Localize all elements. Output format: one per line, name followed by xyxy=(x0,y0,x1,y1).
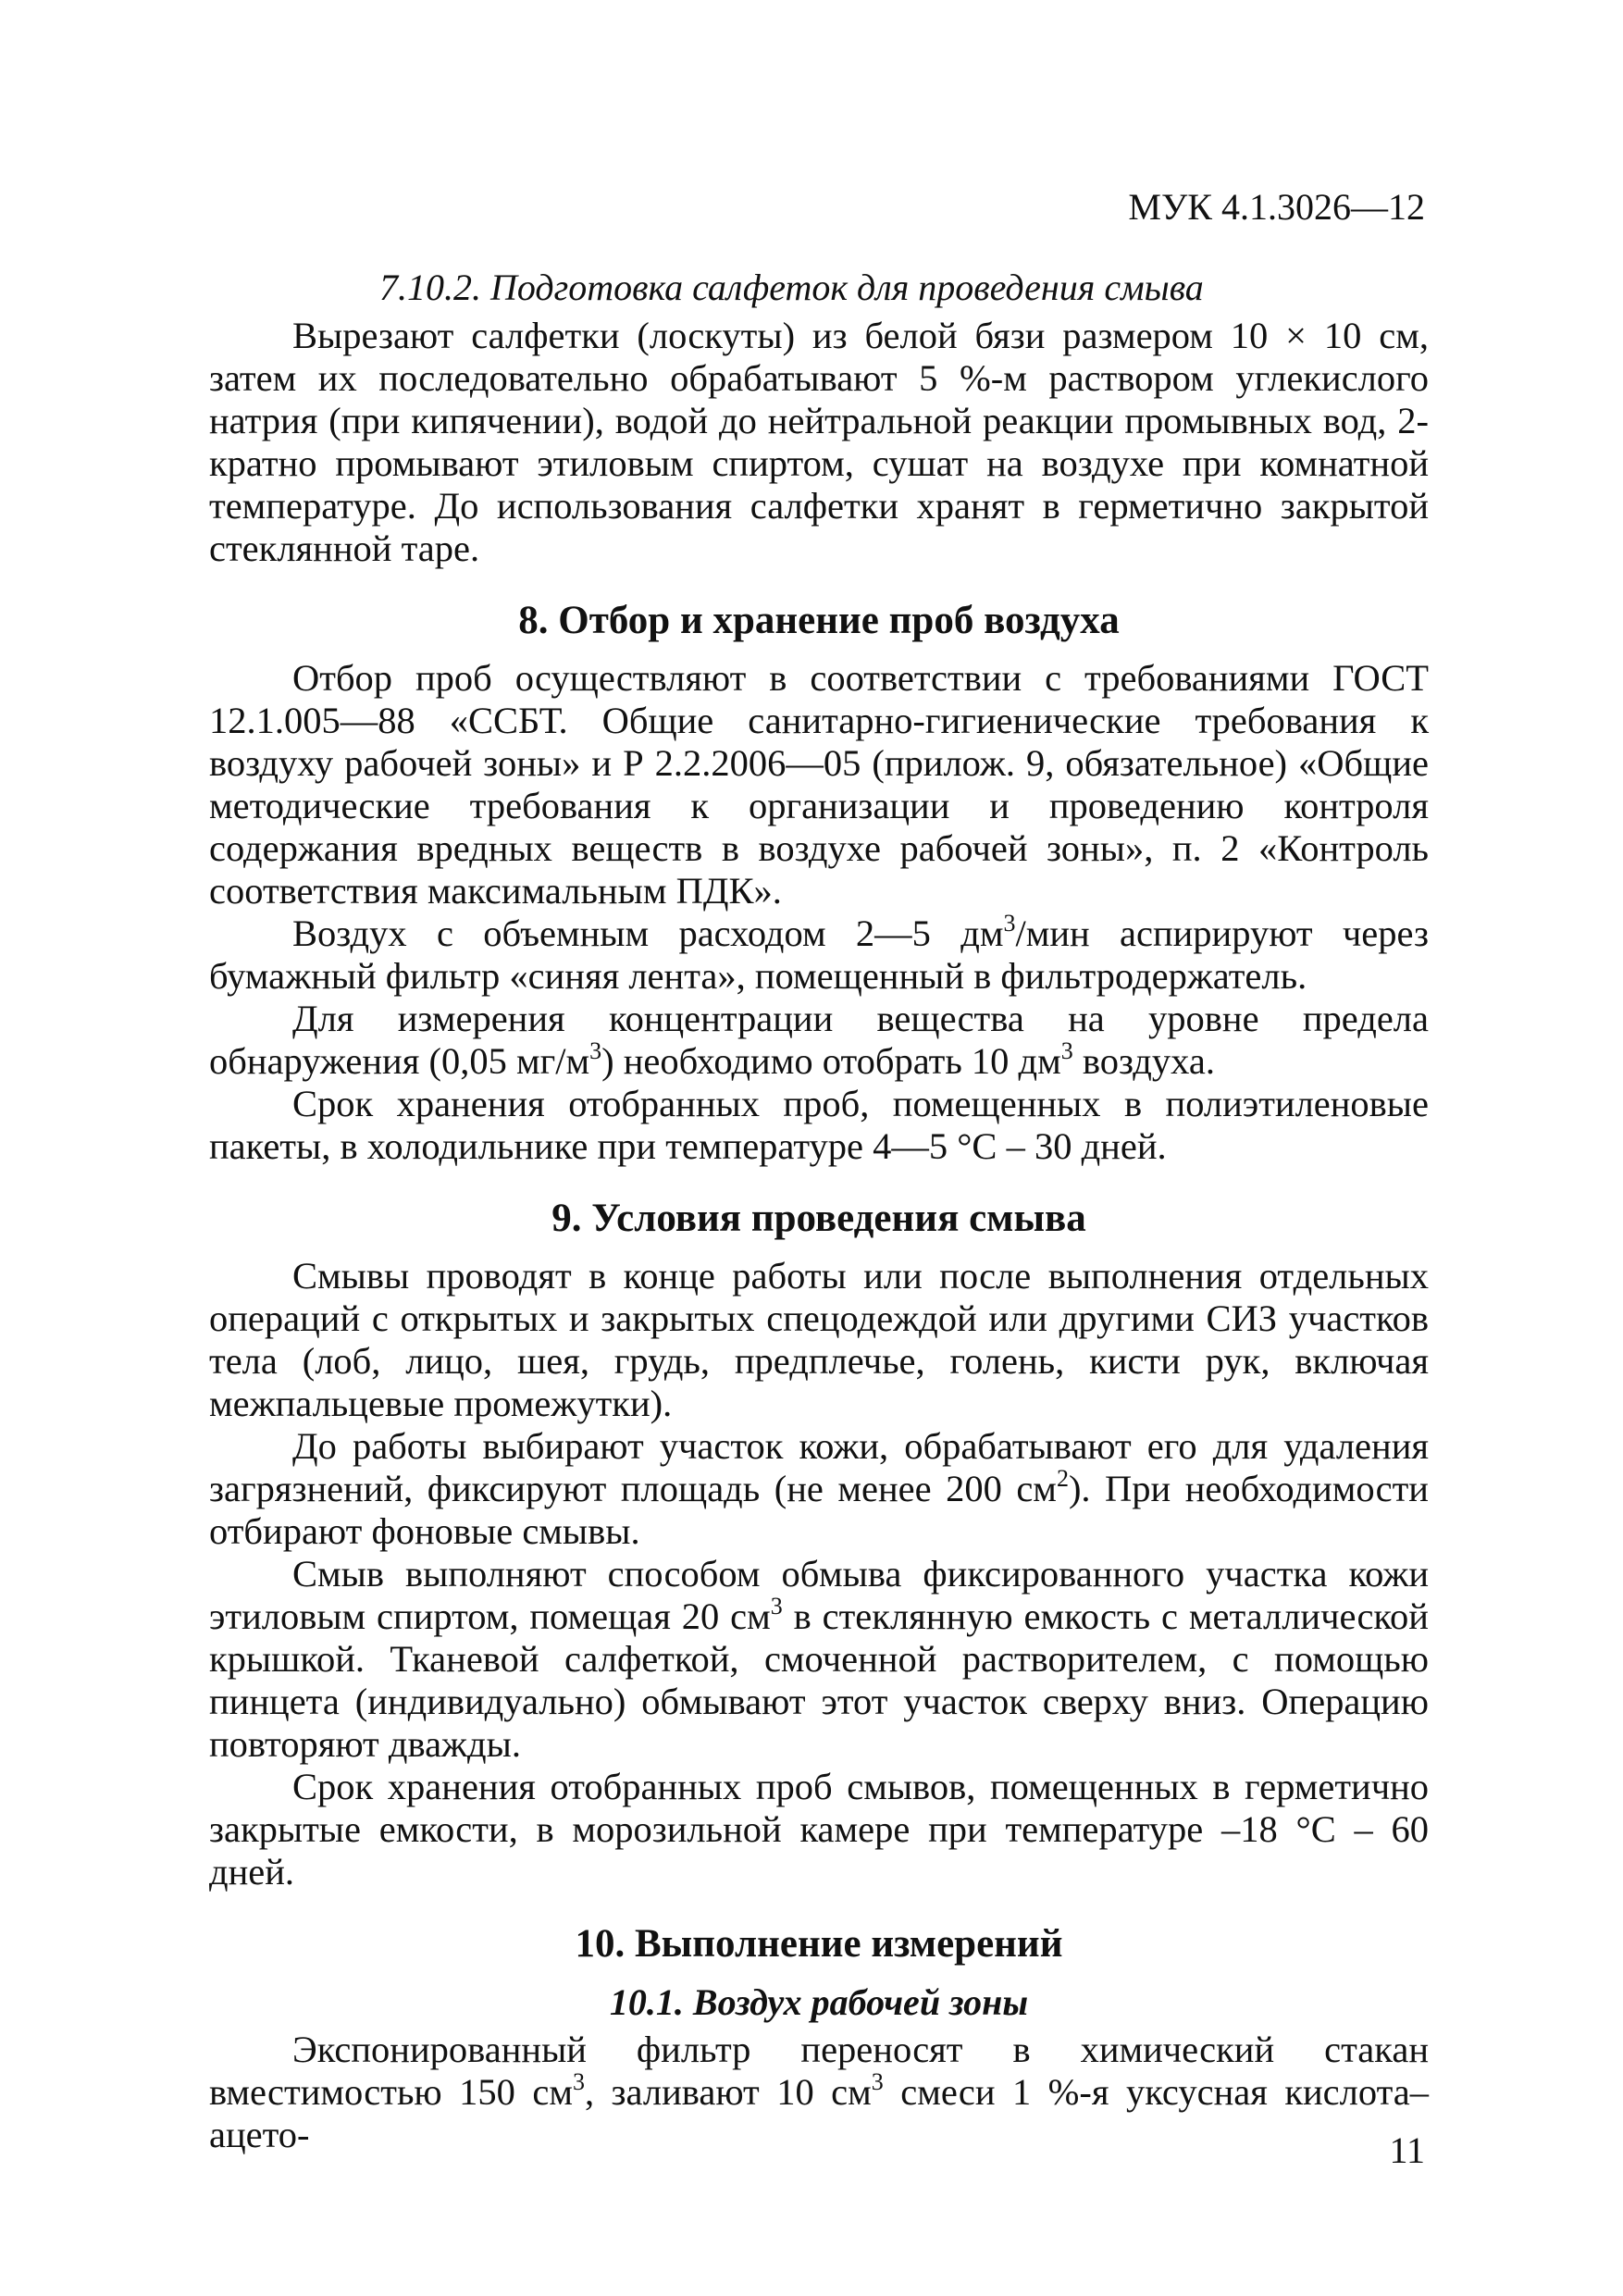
paragraph: Воздух с объемным расходом 2—5 $дм^3$/мин аспирируют через бумажный фильтр «синяя лента», помещенный в фильтродержатель. xyxy=(209,909,1429,997)
paragraph: Экспонированный фильтр переносят в химический стакан вместимостью 150 $см^3$, заливают 10 $см^3$ смеси 1 %-я уксусная кислота–ацето- xyxy=(209,2029,1429,2155)
subsection-title-10-1: 10.1. Воздух рабочей зоны xyxy=(609,1981,1029,2023)
section-title-10: 10. Выполнение измерений xyxy=(575,1922,1063,1966)
paragraph: Вырезают салфетки (лоскуты) из белой бязи размером 10 × 10 см, затем их последовательно обрабатывают 5 %-м раствором углекислого натрия (при кипячении), водой до нейтральной реакции промывных вод, 2-кратно промывают этиловым спиртом, сушат на воздухе при комнатной температуре. До использования салфетки хранят в герметично закрытой стеклянной таре. xyxy=(209,315,1429,569)
subsection-title-7-10-2: 7.10.2. Подготовка салфеток для проведения смыва xyxy=(379,267,1204,308)
section-title-8: 8. Отбор и хранение проб воздуха xyxy=(518,599,1120,642)
paragraph: Смыв выполняют способом обмыва фиксированного участка кожи этиловым спиртом, помещая 20 $см^3$ в стеклянную емкость с металлической крышкой. Тканевой салфеткой, смоченной растворителем, с помощью пинцета (индивидуально) обмывают этот участок сверху вниз. Операцию повторяют дважды. xyxy=(209,1553,1429,1765)
paragraph: Отбор проб осуществляют в соответствии с требованиями ГОСТ 12.1.005—88 «ССБТ. Общие санитарно-гигиенические требования к воздуху рабочей зоны» и Р 2.2.2006—05 (прилож. 9, обязательное) «Общие методические требования к организации и проведению контроля содержания вредных веществ в воздухе рабочей зоны», п. 2 «Контроль соответствия максимальным ПДК». xyxy=(209,657,1429,912)
paragraph: Срок хранения отобранных проб смывов, помещенных в герметично закрытые емкости, в морозильной камере при температуре –18 °C – 60 дней. xyxy=(209,1766,1429,1893)
paragraph: Смывы проводят в конце работы или после выполнения отдельных операций с открытых и закрытых спецодеждой или другими СИЗ участков тела (лоб, лицо, шея, грудь, предплечье, голень, кисти рук, включая межпальцевые промежутки). xyxy=(209,1255,1429,1424)
section-title-9: 9. Условия проведения смыва xyxy=(551,1197,1086,1240)
document-code: МУК 4.1.3026—12 xyxy=(1128,186,1425,228)
paragraph: Срок хранения отобранных проб, помещенных в полиэтиленовые пакеты, в холодильнике при температуре 4—5 °C – 30 дней. xyxy=(209,1083,1429,1167)
paragraph: Для измерения концентрации вещества на уровне предела обнаружения (0,05 $мг/м^3$) необходимо отобрать 10 $дм^3$ воздуха. xyxy=(209,998,1429,1082)
page-content xyxy=(209,265,1429,2156)
paragraph: До работы выбирают участок кожи, обрабатывают его для удаления загрязнений, фиксируют площадь (не менее 200 $см^2$). При необходимости отбирают фоновые смывы. xyxy=(209,1425,1429,1552)
page-number: 11 xyxy=(1389,2129,1425,2171)
